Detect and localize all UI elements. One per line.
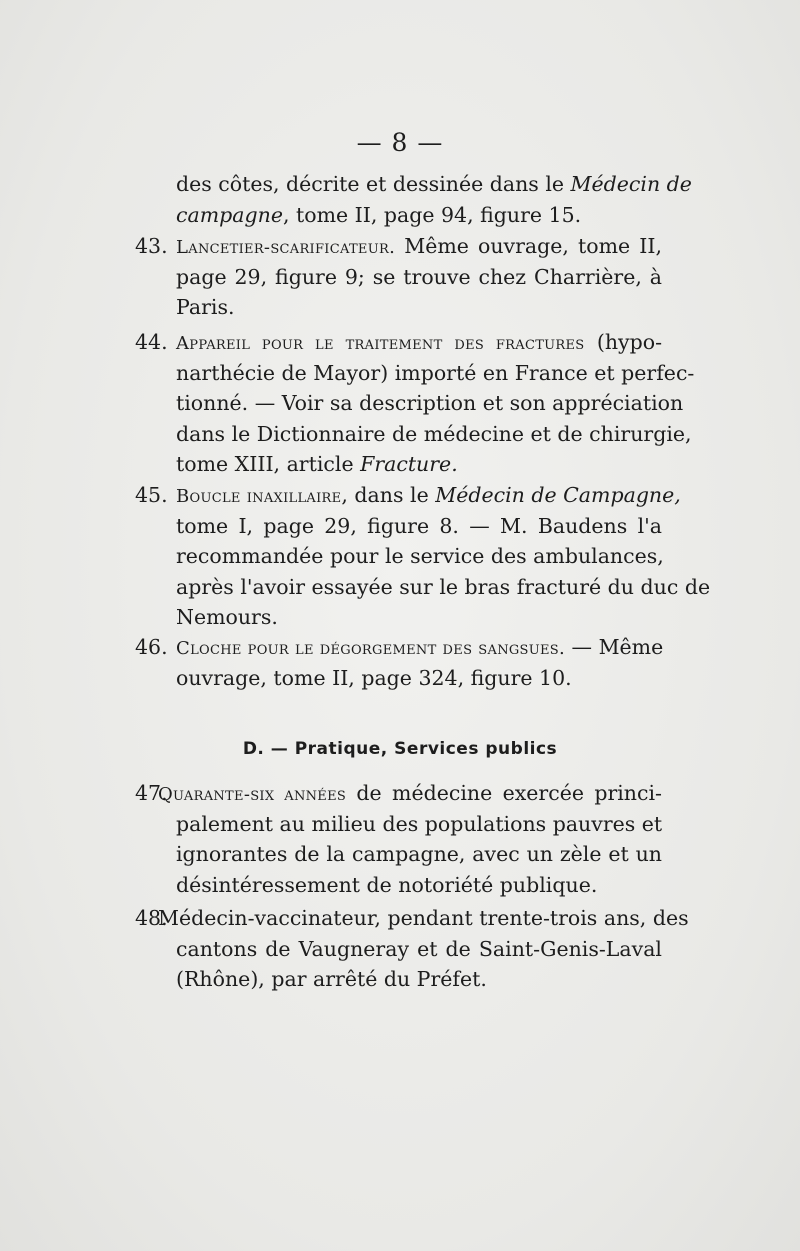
text-run: palement au milieu des populations pauvres et xyxy=(176,811,663,836)
entry-line xyxy=(176,480,681,510)
entry-line xyxy=(176,541,662,571)
entry-line xyxy=(176,663,572,693)
text-run: , dans le xyxy=(341,483,436,507)
text-run: (hypo- xyxy=(584,330,662,354)
text-run: tome XIII, article xyxy=(176,452,361,476)
page-number: — 8 — xyxy=(356,128,444,157)
text-run: ouvrage, tome II, page 324, figure 10. xyxy=(176,665,572,690)
text-run: désintéressement de notoriété publique. xyxy=(176,872,598,897)
text-run: de médecine exercée princi- xyxy=(346,781,662,805)
entry-line xyxy=(176,809,662,839)
text-run: , tome II, page 94, figure 15. xyxy=(282,202,582,227)
text-run: Paris. xyxy=(176,295,235,319)
text-run: ignorantes de la campagne, avec un zèle et un xyxy=(176,842,662,866)
entry-line xyxy=(176,934,662,964)
entry-line xyxy=(176,358,695,388)
text-run: recommandée pour le service des ambulances, xyxy=(176,544,664,568)
entry-line xyxy=(176,388,684,418)
text-run: (Rhône), par arrêté du Préfet. xyxy=(176,967,487,991)
text-run: Même ouvrage, tome II, xyxy=(395,234,662,258)
entry-number: 43. xyxy=(135,234,168,258)
text-run: narthécie de Mayor) importé en France et perfec- xyxy=(176,360,695,385)
text-run: campagne xyxy=(176,202,283,227)
text-run: Cloche pour le dégorgement des sangsues. xyxy=(176,638,566,659)
text-run: des côtes, décrite et dessinée dans le xyxy=(176,172,571,196)
entry-line xyxy=(176,602,278,632)
entry-line xyxy=(176,511,662,541)
entry-number: 45. xyxy=(135,483,168,507)
entry-line xyxy=(176,449,458,479)
text-run: Fracture. xyxy=(360,452,458,476)
text-run: après l'avoir essayée sur le bras fracturé du duc de xyxy=(176,574,711,599)
entry-line xyxy=(158,778,662,808)
text-run: Médecin de xyxy=(570,172,692,196)
text-run: Appareil pour le traitement des fractures xyxy=(176,333,585,354)
entry-number: 47. xyxy=(135,781,168,805)
entry-line xyxy=(176,292,235,322)
section-heading: D. — Pratique, Services publics xyxy=(242,739,558,759)
entry-line xyxy=(176,419,692,449)
text-run: Médecin de Campagne, xyxy=(435,483,681,507)
text-run: Quarante-six années xyxy=(158,784,347,805)
entry-line xyxy=(176,327,662,357)
text-run: Médecin-vaccinateur, pendant trente-trois ans, des xyxy=(158,906,689,930)
entry-line xyxy=(176,839,662,869)
entry-line xyxy=(176,231,662,261)
text-run: Nemours. xyxy=(176,605,278,629)
text-run: page 29, figure 9; se trouve chez Charrière, à xyxy=(176,264,662,289)
entry-number: 46. xyxy=(135,635,168,659)
text-run: tionné. — Voir sa description et son appréciation xyxy=(176,391,684,415)
entry-number: 48. xyxy=(135,906,168,930)
text-run: Boucle inaxillaire xyxy=(176,486,342,507)
text-run: dans le Dictionnaire de médecine et de chirurgie, xyxy=(176,421,692,446)
text-run: tome I, page 29, figure 8. — M. Baudens l'a xyxy=(176,513,662,538)
entry-line xyxy=(176,262,662,292)
entry-line xyxy=(176,632,662,662)
entry-number: 44. xyxy=(135,330,168,354)
entry-line xyxy=(158,903,689,933)
entry-line xyxy=(176,964,487,994)
entry-line xyxy=(176,572,711,602)
entry-line xyxy=(176,169,692,199)
text-run: — Même xyxy=(565,635,664,659)
text-run: Lancetier-scarificateur. xyxy=(176,237,396,258)
entry-line xyxy=(176,200,581,230)
entry-line xyxy=(176,870,597,900)
text-run: cantons de Vaugneray et de Saint-Genis-Laval xyxy=(176,936,662,961)
